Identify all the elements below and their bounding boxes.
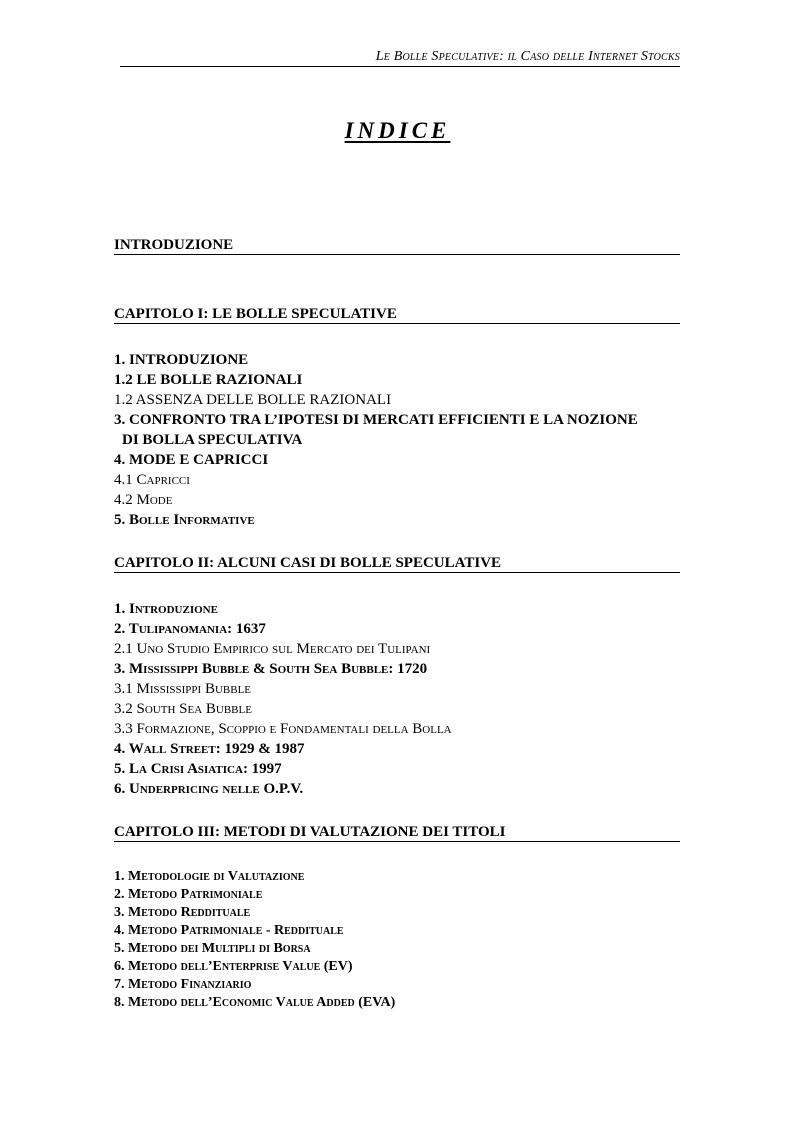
chapter-1-entry: DI BOLLA SPECULATIVA xyxy=(122,432,303,448)
chapter-2-entry: 2.1 Uno Studio Empirico sul Mercato dei Tulipani xyxy=(114,641,431,657)
chapter-2-entry: 3.1 Mississippi Bubble xyxy=(114,681,252,697)
chapter-1-entry: 1.2 LE BOLLE RAZIONALI xyxy=(114,372,303,388)
chapter-3-entry: 3. Metodo Reddituale xyxy=(114,905,251,920)
chapter-1-entry: 1.2 ASSENZA DELLE BOLLE RAZIONALI xyxy=(114,392,392,408)
chapter-3-entry: 5. Metodo dei Multipli di Borsa xyxy=(114,941,311,956)
chapter-2-heading: CAPITOLO II: ALCUNI CASI DI BOLLE SPECULATIVE xyxy=(114,554,680,573)
chapter-3-entry: 8. Metodo dell’Economic Value Added (EVA) xyxy=(114,995,396,1010)
chapter-2-entry: 3.2 South Sea Bubble xyxy=(114,701,252,717)
table-of-contents xyxy=(114,236,680,1012)
chapter-2-entry: 3.3 Formazione, Scoppio e Fondamentali della Bolla xyxy=(114,721,452,737)
chapter-1-entry: 4. MODE E CAPRICCI xyxy=(114,452,269,468)
chapter-1-entry: 5. Bolle Informative xyxy=(114,512,255,528)
page-title xyxy=(0,118,795,144)
chapter-3-entry: 1. Metodologie di Valutazione xyxy=(114,869,305,884)
chapter-2-entry: 2. Tulipanomania: 1637 xyxy=(114,621,266,637)
chapter-1-entry: 1. INTRODUZIONE xyxy=(114,352,249,368)
chapter-1-entry: 4.1 Capricci xyxy=(114,472,190,488)
chapter-2-entry: 6. Underpricing nelle O.P.V. xyxy=(114,781,304,797)
chapter-1-entry: 4.2 Mode xyxy=(114,492,173,508)
chapter-3-entry: 7. Metodo Finanziario xyxy=(114,977,252,992)
chapter-3-entry: 2. Metodo Patrimoniale xyxy=(114,887,263,902)
chapter-3-entry: 6. Metodo dell’Enterprise Value (EV) xyxy=(114,959,353,974)
chapter-3-entry: 4. Metodo Patrimoniale - Reddituale xyxy=(114,923,344,938)
page-title-text: INDICE xyxy=(344,118,451,143)
running-header: Le Bolle Speculative: il Caso delle Internet Stocks xyxy=(120,48,680,67)
chapter-2-entry: 1. Introduzione xyxy=(114,601,218,617)
chapter-2-entry: 4. Wall Street: 1929 & 1987 xyxy=(114,741,305,757)
chapter-1-entry: 3. CONFRONTO TRA L’IPOTESI DI MERCATI EFFICIENTI E LA NOZIONE xyxy=(114,412,638,428)
chapter-2-entry: 3. Mississippi Bubble & South Sea Bubble: 1720 xyxy=(114,661,428,677)
chapter-2-entry: 5. La Crisi Asiatica: 1997 xyxy=(114,761,282,777)
introduction-heading: INTRODUZIONE xyxy=(114,236,680,255)
chapter-1-heading: CAPITOLO I: LE BOLLE SPECULATIVE xyxy=(114,305,680,324)
chapter-3-heading: CAPITOLO III: METODI DI VALUTAZIONE DEI TITOLI xyxy=(114,823,680,842)
